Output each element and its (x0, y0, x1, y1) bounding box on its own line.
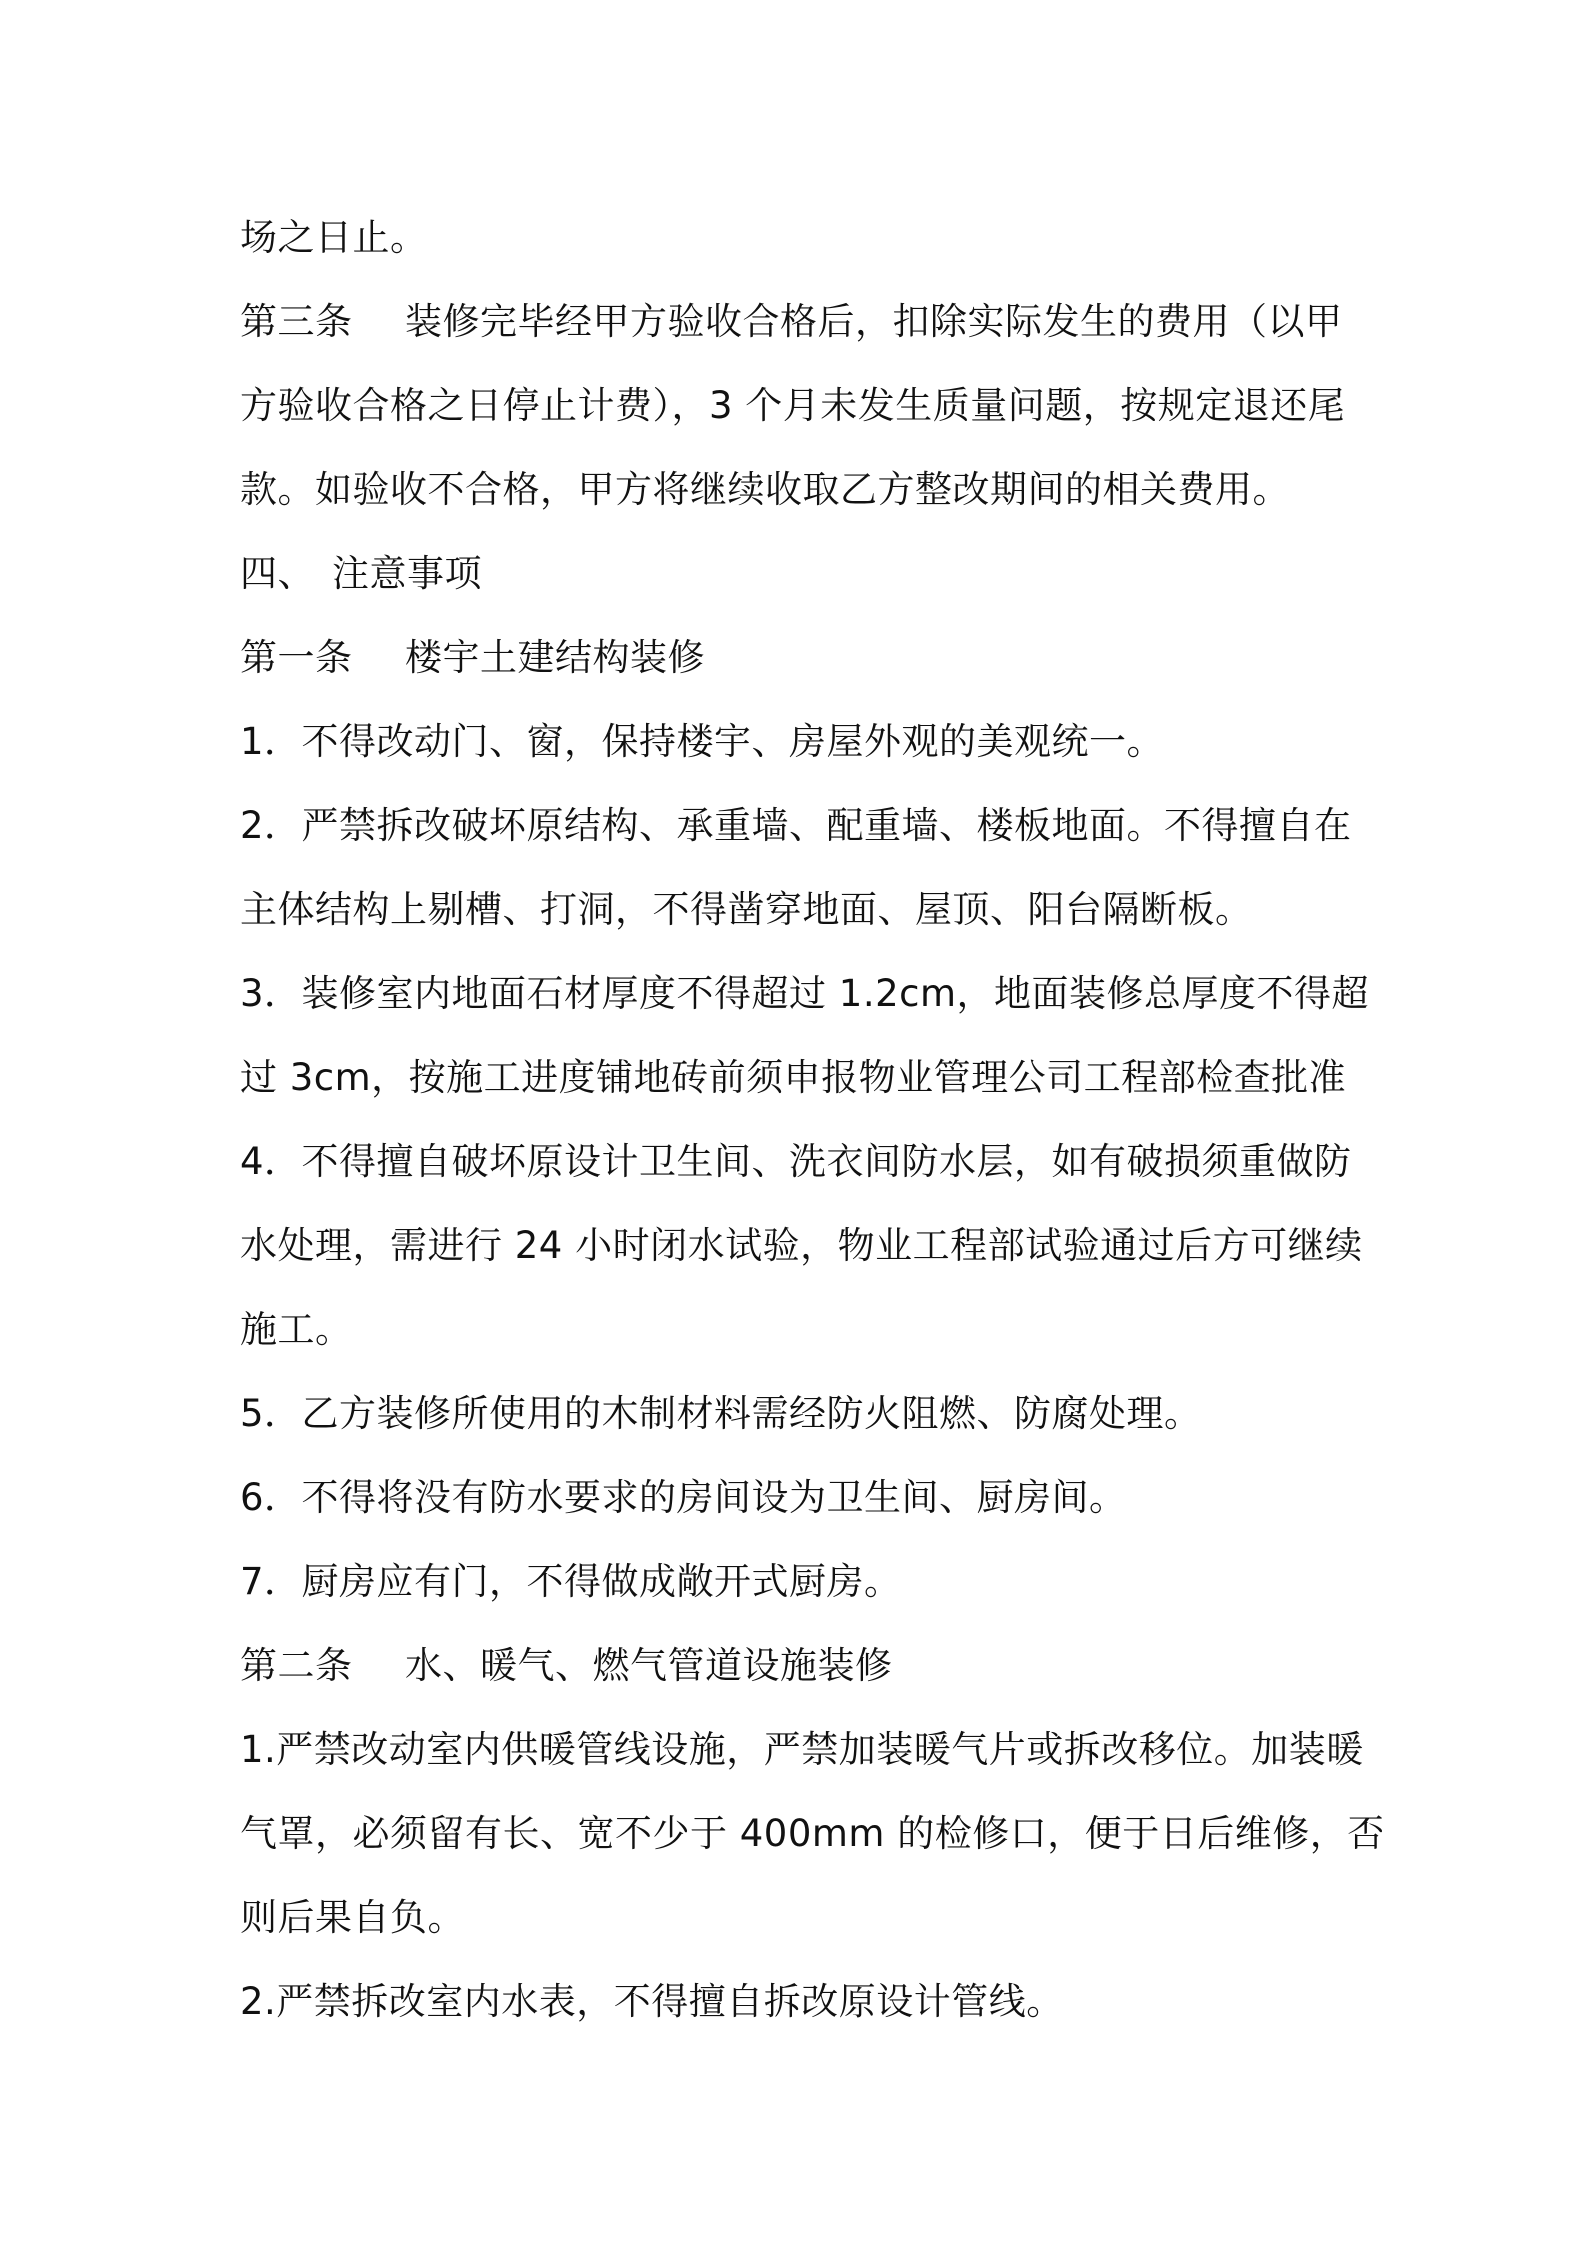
article-title: 水、暖气、燃气管道设施装修 (405, 1644, 893, 1687)
article-label: 第二条 (240, 1644, 353, 1687)
list-item (240, 1960, 1360, 2044)
section-title: 注意事项 (332, 552, 482, 595)
article-one-line (240, 616, 1360, 700)
text-line (240, 1792, 1385, 1876)
article-label: 第一条 (240, 636, 353, 679)
text-line (240, 364, 1360, 448)
line-text: 3．装修室内地面石材厚度不得超过 1.2cm，地面装修总厚度不得超 (240, 972, 1370, 1015)
list-item (240, 1372, 1360, 1456)
list-item (240, 784, 1360, 868)
list-item (240, 1708, 1364, 1792)
text-line (240, 1876, 1360, 1960)
line-text: 5．乙方装修所使用的木制材料需经防火阻燃、防腐处理。 (240, 1392, 1202, 1435)
line-text: 6．不得将没有防水要求的房间设为卫生间、厨房间。 (240, 1476, 1127, 1519)
article-title: 楼宇土建结构装修 (405, 636, 705, 679)
line-text: 主体结构上剔槽、打洞，不得凿穿地面、屋顶、阳台隔断板。 (240, 888, 1253, 931)
line-text: 则后果自负。 (240, 1896, 465, 1939)
list-item (240, 952, 1370, 1036)
document-body (240, 196, 1385, 2044)
line-text: 款。如验收不合格，甲方将继续收取乙方整改期间的相关费用。 (240, 468, 1290, 511)
list-item (240, 700, 1360, 784)
line-text: 方验收合格之日停止计费），3 个月未发生质量问题，按规定退还尾 (240, 384, 1346, 427)
line-text: 装修完毕经甲方验收合格后，扣除实际发生的费用（以甲 (405, 300, 1343, 343)
line-text: 水处理，需进行 24 小时闭水试验，物业工程部试验通过后方可继续 (240, 1224, 1363, 1267)
section-heading (240, 532, 1360, 616)
article-two-line (240, 1624, 1360, 1708)
line-text: 气罩，必须留有长、宽不少于 400mm 的检修口，便于日后维修，否 (240, 1812, 1385, 1855)
line-text: 场之日止。 (240, 216, 428, 259)
line-text: 4．不得擅自破坏原设计卫生间、洗衣间防水层，如有破损须重做防 (240, 1140, 1352, 1183)
line-text: 2．严禁拆改破坏原结构、承重墙、配重墙、楼板地面。不得擅自在 (240, 804, 1352, 847)
section-number: 四、 (240, 552, 315, 595)
article-label: 第三条 (240, 300, 353, 343)
list-item (240, 1540, 1360, 1624)
text-line (240, 868, 1360, 952)
line-text: 施工。 (240, 1308, 353, 1351)
text-line (240, 1204, 1363, 1288)
line-text: 过 3cm，按施工进度铺地砖前须申报物业管理公司工程部检查批准 (240, 1056, 1347, 1099)
line-text: 7．厨房应有门，不得做成敞开式厨房。 (240, 1560, 902, 1603)
line-text: 1.严禁改动室内供暖管线设施，严禁加装暖气片或拆改移位。加装暖 (240, 1728, 1364, 1771)
line-text: 1．不得改动门、窗，保持楼宇、房屋外观的美观统一。 (240, 720, 1165, 763)
article-three-line (240, 280, 1360, 364)
list-item (240, 1456, 1360, 1540)
text-line (240, 196, 1360, 280)
line-text: 2.严禁拆改室内水表，不得擅自拆改原设计管线。 (240, 1980, 1064, 2023)
list-item (240, 1120, 1360, 1204)
text-line (240, 1288, 1360, 1372)
text-line (240, 1036, 1360, 1120)
text-line (240, 448, 1360, 532)
